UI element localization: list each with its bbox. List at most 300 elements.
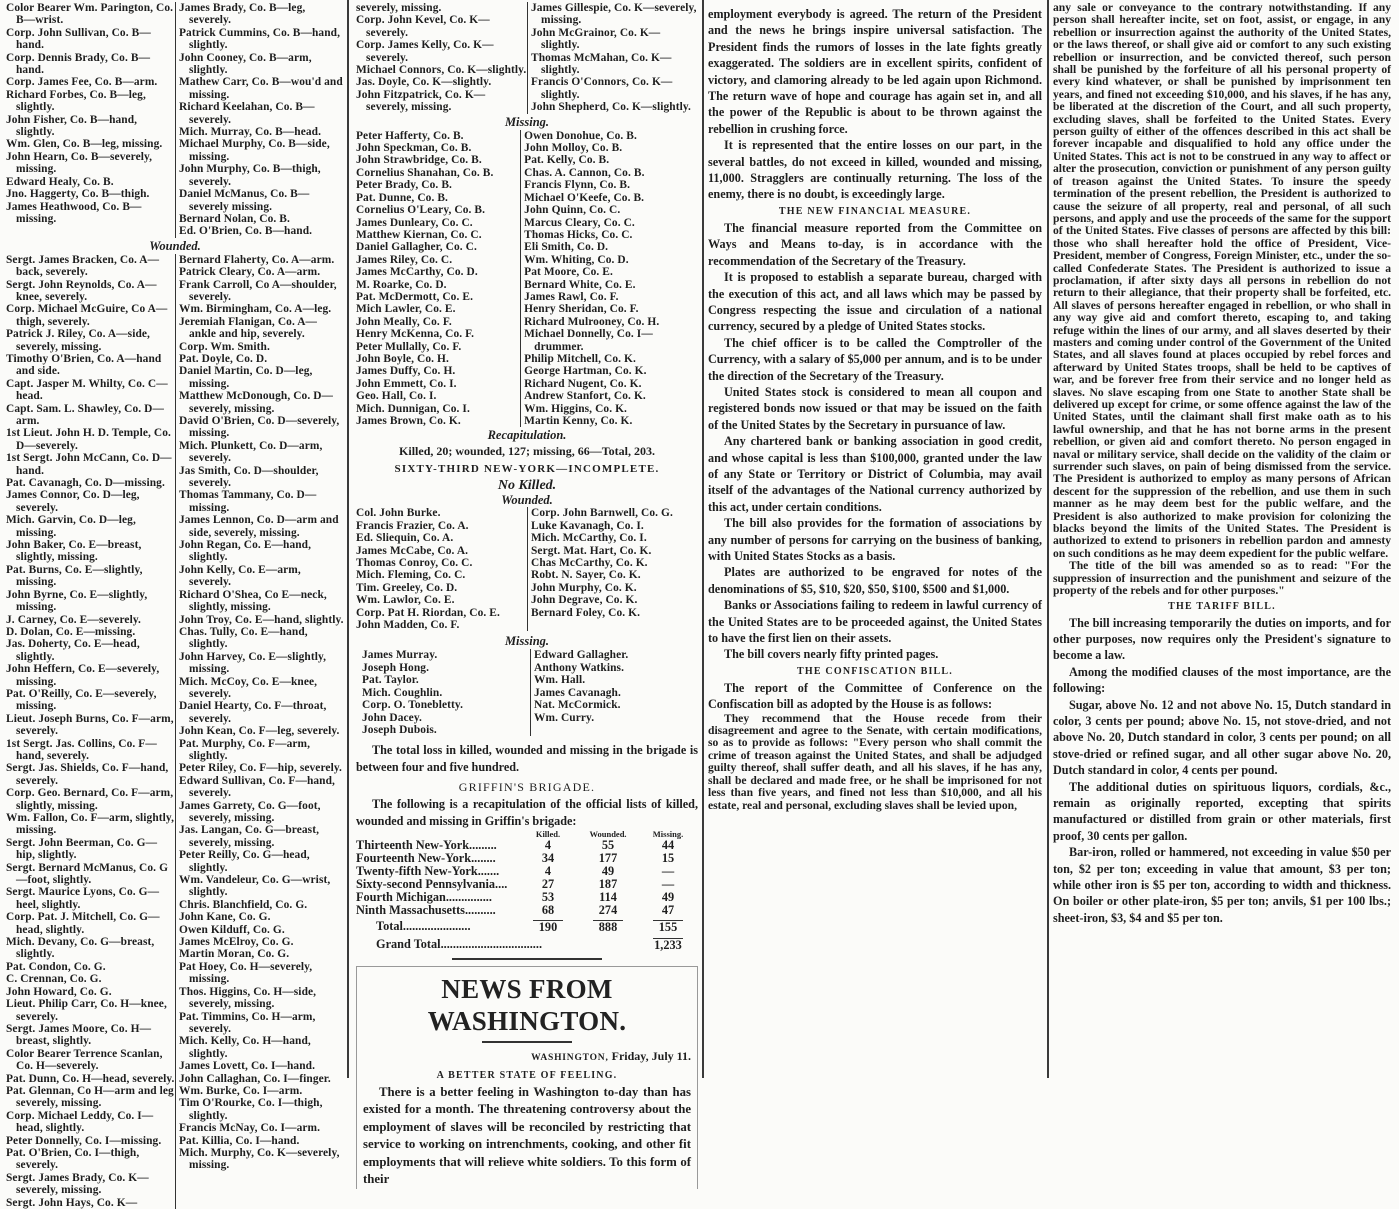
recapitulation-heading: Recapitulation. xyxy=(487,428,567,443)
list-item: John Hearn, Co. B—severely, missing. xyxy=(6,150,153,176)
paragraph: They recommend that the House recede from their disagreement and agree to the Senate, with certain modifications, so as to provide as follows: "Every person who shall commit the crime of treason against the United States, and shall be adjudged guilty thereof, shall suffer death, and all his slaves, if he has any, shall be declared and made free, or he shall be imprisoned for not less than five years, and fined not less than $10,000, and all his estate, real and personal, excluding slaves shall be levied upon, xyxy=(708,711,1042,812)
list-item: Tim O'Rourke, Co. I—thigh, slightly. xyxy=(179,1097,323,1122)
list-item: Pat. Dunn, Co. H—head, severely. xyxy=(6,1072,175,1085)
list-right xyxy=(175,2,344,238)
list-item: James Lovett, Co. I—hand. xyxy=(179,1060,316,1073)
list-item: John Heffern, Co. E—severely, missing. xyxy=(6,663,160,688)
list-item: John Murphy, Co. K. xyxy=(531,581,637,594)
paragraph: employment everybody is agreed. The return of the President and the news he brings inspire universal satisfaction. The President finds the rumors of losses in the late fights greatly exaggerated. The soldiers are in excellent spirits, confident of victory, and clamoring already to be led again upon Richmond. The return wave of hope and courage has again set in, and all the power of the Republic is about to be thrown against the rebellion in crushing force. xyxy=(708,7,1042,136)
list-item: Andrew Stanfort, Co. K. xyxy=(524,390,646,403)
list-item: Peter Donnelly, Co. I—missing. xyxy=(6,1134,162,1147)
list-item: Mich. McCarthy, Co. I. xyxy=(531,532,647,545)
list-item: Matthew Kiernan, Co. C. xyxy=(356,228,482,241)
list-item: John Molloy, Co. B. xyxy=(524,142,623,155)
list-item: James Heathwood, Co. B—missing. xyxy=(6,200,142,225)
list-item: Lieut. Joseph Burns, Co. F—arm, severely. xyxy=(6,712,174,738)
list-item: Geo. Hall, Co. I. xyxy=(356,390,437,403)
wounded-list-continued xyxy=(356,2,698,114)
killed-cell: 68 xyxy=(541,902,555,917)
list-item: Col. John Burke. xyxy=(356,507,441,520)
list-item: Mich. Devany, Co. G—breast, slightly. xyxy=(6,936,155,961)
paragraph: The bill also provides for the formation of associations by any number of persons for carrying on the business of banking, with United States Stocks as a basis. xyxy=(708,516,1042,563)
table-total-row xyxy=(356,917,698,934)
list-item: James Gillespie, Co. K—severely, missing. xyxy=(531,2,697,27)
list-item: Michael O'Keefe, Co. B. xyxy=(524,191,645,204)
s63-wounded-list xyxy=(356,507,698,631)
list-item: Frank Carroll, Co A—shoulder, severely. xyxy=(179,278,337,303)
list-item: Richard Forbes, Co. B—leg, slightly. xyxy=(6,88,146,114)
list-item: Mich. Dunnigan, Co. I. xyxy=(356,402,470,415)
list-item: James Rawl, Co. F. xyxy=(524,290,619,303)
list-item: Michael Donnelly, Co. I—drummer. xyxy=(524,328,653,353)
missing-cell: — xyxy=(661,863,675,878)
list-item: 1st Sergt. John McCann, Co. D—hand. xyxy=(6,452,172,477)
list-item: Anthony Watkins. xyxy=(534,661,625,674)
griffin-brigade-heading: GRIFFIN'S BRIGADE. xyxy=(458,780,596,795)
list-item: Peter Brady, Co. B. xyxy=(356,179,452,192)
list-item: Corp. Geo. Bernard, Co. F—arm, slightly, missing. xyxy=(6,787,174,812)
list-left xyxy=(362,649,530,736)
list-item: John Callaghan, Co. I—finger. xyxy=(179,1072,331,1085)
list-item: Sergt. John Beerman, Co. G—hip, slightly. xyxy=(6,836,158,862)
list-item: James Brown, Co. K. xyxy=(356,415,461,427)
recapitulation-totals: Killed, 20; wounded, 127; missing, 66—Total, 203. xyxy=(399,444,655,459)
wounded-cell: 55 xyxy=(601,837,615,852)
list-item: Tim. Greeley, Co. D. xyxy=(356,581,458,594)
list-item: Jas. Langan, Co. G—breast, severely, missing. xyxy=(179,824,320,849)
list-item: Sergt. Bernard McManus, Co. G—foot, slightly. xyxy=(6,861,169,887)
list-item: John Howard, Co. G. xyxy=(6,985,112,998)
list-left xyxy=(6,254,175,1209)
list-item: Corp. Pat. J. Mitchell, Co. G—head, slightly. xyxy=(6,911,160,936)
list-item: Peter Riley, Co. F—hip, severely. xyxy=(179,762,342,775)
list-item: John Byrne, Co. E—slightly, missing. xyxy=(6,588,148,614)
paragraph: The bill increasing temporarily the duties on imports, and for other purposes, now requires only the President's signature to become a law. xyxy=(1053,615,1391,663)
confiscation-bill-heading: THE CONFISCATION BILL. xyxy=(797,665,953,677)
paragraph: It is represented that the entire losses on our part, in the several battles, do not exceed in killed, wounded and missing, 11,000. Stragglers are continually returning. The loss of the enemy, there is no doubt, is exceedingly large. xyxy=(708,138,1042,202)
list-item: James Riley, Co. C. xyxy=(356,253,453,266)
list-right xyxy=(530,649,698,736)
s63-wounded-heading: Wounded. xyxy=(501,493,553,508)
table-row xyxy=(356,878,698,891)
list-item: Robt. N. Sayer, Co. K. xyxy=(531,569,641,582)
list-item: Mich. Murphy, Co. K—severely, missing. xyxy=(179,1146,340,1172)
list-item: Wm. Curry. xyxy=(534,711,595,724)
list-item: Wm. Fallon, Co. F—arm, slightly, missing. xyxy=(6,812,175,837)
missing-cell: 15 xyxy=(661,850,675,865)
table-row xyxy=(356,839,698,852)
list-item: Francis Flynn, Co. B. xyxy=(524,179,631,192)
list-item: Thomas Hicks, Co. C. xyxy=(524,228,633,241)
column-rule xyxy=(347,0,349,1078)
paragraph: The bill covers nearly fifty printed pages. xyxy=(724,647,939,662)
list-item: John Baker, Co. E—breast, slightly, missing. xyxy=(6,539,142,564)
list-item: James Cavanagh. xyxy=(534,686,621,699)
list-item: Mich. Murray, Co. B—head. xyxy=(179,126,322,139)
list-item: John Regan, Co. E—hand, slightly. xyxy=(179,539,312,564)
unit-cell: Twenty-fifth New-York....... xyxy=(356,863,500,878)
list-item: Martin Moran, Co. G. xyxy=(179,948,290,961)
list-item: Mich. Plunkett, Co. D—arm, severely. xyxy=(179,439,323,465)
table-body xyxy=(356,839,698,917)
s63-missing-list xyxy=(356,649,698,736)
list-item: Nat. McCormick. xyxy=(534,699,621,712)
total-loss-paragraph: The total loss in killed, wounded and missing in the brigade is between four and five hundred. xyxy=(356,743,698,774)
list-item: Mich Lawler, Co. E. xyxy=(356,303,456,316)
list-item: Corp. O. Tonebletty. xyxy=(362,699,464,712)
list-item: Daniel Hearty, Co. F—throat, severely. xyxy=(179,700,327,725)
list-item: Cornelius Shanahan, Co. B. xyxy=(356,166,494,179)
list-item: Jas Smith, Co. D—shoulder, severely. xyxy=(179,464,319,490)
list-item: Capt. Sam. L. Shawley, Co. D—arm. xyxy=(6,402,164,427)
list-item: Francis McNay, Co. I—arm. xyxy=(179,1122,321,1135)
list-item: Sergt. John Reynolds, Co. A—knee, severely. xyxy=(6,278,157,303)
list-item: Jno. Haggerty, Co. B—thigh. xyxy=(6,188,150,201)
killed-cell: 53 xyxy=(541,889,555,904)
grand-total-row xyxy=(356,934,698,952)
unit-cell: Thirteenth New-York......... xyxy=(356,837,497,852)
list-item: John Strawbridge, Co. B. xyxy=(356,154,482,167)
list-item: Pat. Burns, Co. E—slightly, missing. xyxy=(6,563,143,589)
column-rule xyxy=(1047,0,1049,1078)
list-item: Mich. Kelly, Co. H—hand, slightly. xyxy=(179,1035,311,1060)
list-item: Chas McCarthy, Co. K. xyxy=(531,557,648,570)
list-item: Edward Sullivan, Co. F—hand, severely. xyxy=(179,774,335,800)
list-right xyxy=(527,2,698,114)
list-item: Sergt. Mat. Hart, Co. K. xyxy=(531,544,652,557)
paragraph: The report of the Committee of Conference on the Confiscation bill as adopted by the House is as follows: xyxy=(708,680,1042,712)
table-row xyxy=(356,852,698,865)
list-item: James Garrety, Co. G—foot, severely, missing. xyxy=(179,799,321,824)
unit-cell: Fourth Michigan............... xyxy=(356,889,492,904)
killed-list-continued xyxy=(6,2,344,238)
total-label: Total...................... xyxy=(376,919,471,934)
list-left xyxy=(356,507,527,631)
list-item: Pat. O'Reilly, Co. E—severely, missing. xyxy=(6,687,157,713)
list-item: John Speckman, Co. B. xyxy=(356,142,472,155)
table-row xyxy=(356,904,698,917)
grand-total-label: Grand Total................................. xyxy=(376,937,543,952)
list-item: Jas. Doherty, Co. E—head, slightly. xyxy=(6,638,140,663)
paragraph: Plates are authorized to be engraved for notes of the denominations of $5, $10, $20, $50, $100, $500 and $1,000. xyxy=(708,565,1042,596)
list-item: James Dunleary, Co. C. xyxy=(356,216,473,229)
missing-list xyxy=(356,130,698,428)
wounded-cell: 187 xyxy=(598,876,618,891)
news-from-washington-section xyxy=(356,966,698,1189)
list-item: Eli Smith, Co. D. xyxy=(524,241,609,254)
list-item: Cornelius O'Leary, Co. B. xyxy=(356,204,486,217)
list-item: Daniel Martin, Co. D—leg, missing. xyxy=(179,365,313,390)
list-item: Corp. Michael Leddy, Co. I—head, slightly. xyxy=(6,1109,154,1135)
list-item: Matthew McDonough, Co. D—severely, missing. xyxy=(179,390,334,415)
paragraph: Bar-iron, rolled or hammered, not exceeding in value $50 per ton, $2 per ton; exceeding in value that amount, $3 per ton; while other iron is $5 per ton, according to width and thickness. On boiler or other plate-iron, $5 per ton; anvils, $1 per 100 lbs.; sheet-iron, $3, $4 and $5 per ton. xyxy=(1053,845,1391,925)
list-item: James Duffy, Co. H. xyxy=(356,365,456,378)
missing-cell: 49 xyxy=(661,889,675,904)
list-item: severely, missing. xyxy=(356,2,442,14)
list-item: Mich. Garvin, Co. D—leg, missing. xyxy=(6,514,136,539)
list-item: Wm. Hall. xyxy=(534,674,586,687)
list-item: John Boyle, Co. H. xyxy=(356,352,449,365)
paragraph: The additional duties on spirituous liquors, cordials, &c., remain as originally reported, excepting that spirits manufactured or distilled from grain or other materials, first proof, 30 cents per gallon. xyxy=(1053,779,1391,843)
list-item: James McCarthy, Co. D. xyxy=(356,266,478,279)
dateline xyxy=(363,1047,691,1067)
paragraph: It is proposed to establish a separate bureau, charged with the execution of this act, and all laws which may be passed by Congress respecting the issue and circulation of a national currency, secured by a pledge of United States stocks. xyxy=(708,270,1042,334)
list-item: Corp. Dennis Brady, Co. B—hand. xyxy=(6,51,151,77)
list-item: Pat. Taylor. xyxy=(362,674,419,687)
list-item: Sergt. John Hays, Co. K— xyxy=(6,1196,138,1209)
list-item: Michael Murphy, Co. B—side, missing. xyxy=(179,138,330,163)
list-item: Mich. Fleming, Co. C. xyxy=(356,569,466,582)
list-item: Michael Connors, Co. K—slightly. xyxy=(356,64,527,77)
list-item: Pat. McDermott, Co. E. xyxy=(356,290,474,303)
list-item: Corp. John Sullivan, Co. B—hand. xyxy=(6,26,151,52)
list-item: Richard Nugent, Co. K. xyxy=(524,377,642,390)
list-item: Wm. Higgins, Co. K. xyxy=(524,402,627,415)
list-item: Corp. James Fee, Co. B—arm. xyxy=(6,76,158,89)
list-item: C. Crennan, Co. G. xyxy=(6,973,102,986)
list-item: Daniel Gallagher, Co. C. xyxy=(356,241,477,254)
list-item: Ed. Sliequin, Co. A. xyxy=(356,532,454,545)
list-item: Patrick Cleary, Co. A—arm. xyxy=(179,266,321,279)
list-item: Luke Kavanagh, Co. I. xyxy=(531,519,644,532)
list-item: Bernard Flaherty, Co. A—arm. xyxy=(179,253,335,266)
paragraph: Banks or Associations failing to redeem in lawful currency of the United States are to be proceeded against, the United States to have the first lien on their assets. xyxy=(708,598,1042,646)
list-item: Pat. Murphy, Co. F—arm, slightly. xyxy=(179,737,311,762)
list-item: Sergt. James Brady, Co. K—severely, missing. xyxy=(6,1171,149,1197)
list-item: Joseph Hong. xyxy=(362,661,430,674)
list-item: Philip Mitchell, Co. K. xyxy=(524,352,636,365)
list-item: Peter Mullally, Co. F. xyxy=(356,340,462,353)
list-item: John Kelly, Co. E—arm, severely. xyxy=(179,563,301,589)
list-item: Corp. Pat H. Riordan, Co. E. xyxy=(356,606,500,619)
list-item: James Brady, Co. B—leg, severely. xyxy=(179,2,306,27)
total-missing: 155 xyxy=(653,920,683,934)
list-item: Richard O'Shea, Co E—neck, slightly, missing. xyxy=(179,588,327,614)
list-left xyxy=(6,2,175,238)
list-item: Owen Kilduff, Co. G. xyxy=(179,923,285,936)
griffin-intro: The following is a recapitulation of the official lists of killed, wounded and missing in Griffin's brigade: xyxy=(356,797,698,828)
list-item: John McGrainor, Co. K—slightly. xyxy=(531,26,661,52)
list-item: John Dacey. xyxy=(362,711,422,724)
list-item: Martin Kenny, Co. K. xyxy=(524,415,633,427)
wounded-cell: 274 xyxy=(598,902,618,917)
tariff-bill-heading: THE TARIFF BILL. xyxy=(1168,600,1276,612)
list-item: Corp. Michael McGuire, Co A—thigh, severely. xyxy=(6,303,168,328)
financial-measure-heading: THE NEW FINANCIAL MEASURE. xyxy=(778,205,972,217)
dateline-city: WASHINGTON, xyxy=(531,1052,609,1063)
list-item: Mathew Carr, Co. B—wou'd and missing. xyxy=(179,76,343,101)
killed-cell: 34 xyxy=(541,850,555,865)
unit-cell: Sixty-second Pennsylvania.... xyxy=(356,876,508,891)
total-wounded: 888 xyxy=(593,920,623,934)
paragraph: Sugar, above No. 12 and not above No. 15, Dutch standard in color, 3 cents per pound; above No. 15, not stove-dried, and not above No. 20, Dutch standard in color, 3 cents per pound; on all stove-dried or refined sugar, and all other sugar above No. 20, Dutch standard in color, 4 cents per pound. xyxy=(1053,697,1391,778)
list-item: Francis O'Connors, Co. K—slightly. xyxy=(531,76,673,101)
list-item: Thomas Tammany, Co. D—missing. xyxy=(179,489,317,514)
wounded-cell: 114 xyxy=(599,889,617,904)
list-item: Sergt. Maurice Lyons, Co. G—heel, slightly. xyxy=(6,886,160,911)
list-item: Daniel McManus, Co. B—severely missing. xyxy=(179,188,310,213)
list-right xyxy=(520,130,698,428)
list-item: Jeremiah Flanigan, Co. A—ankle and hip, severely. xyxy=(179,315,318,341)
list-item: James Murray. xyxy=(362,649,438,662)
wounded-list xyxy=(6,254,344,1209)
list-item: John Meally, Co. F. xyxy=(356,315,452,328)
list-item: Bernard White, Co. E. xyxy=(524,278,636,291)
list-item: Ed. O'Brien, Co. B—hand. xyxy=(179,225,313,238)
total-killed: 190 xyxy=(533,920,563,934)
section-masthead: NEWS FROM WASHINGTON. xyxy=(427,973,627,1036)
list-item: Corp. John Kevel, Co. K—severely. xyxy=(356,14,490,39)
grand-total-value: 1,233 xyxy=(654,937,682,952)
list-item: James Connor, Co. D—leg, severely. xyxy=(6,489,140,514)
list-item: John Murphy, Co. B—thigh, severely. xyxy=(179,163,321,188)
paragraph: any sale or conveyance to the contrary notwithstanding. If any person shall hereafter incite, set on foot, assist, or engage, in any rebellion or insurrection against the authority of the United States, or the laws thereof, or shall give aid or comfort to any such existing rebellion or insurrection, and be convicted thereof, such person shall be punished by the forfeiture of all his personal property of every kind whatever, or shall be punished by imprisonment ten years, and fined not exceeding $10,000, and his slaves, if he has any, be liberated at the discretion of the Court, and all such property, excluding slaves, shall be forfeited to the United States. Every person guilty of either of the offences described in this act shall be forever incapable and disqualified to hold any office under the United States. This act is not to be construed in any way to affect or alter the prosecution, conviction or punishment of any person guilty of treason against the United States. To insure the speedy termination of the present rebellion, the President is authorized to cause the seizure of all property, real and personal, of all such persons, and apply and use the proceeds of the same for the support of the United States. Five classes of persons are affected by this bill: those who shall hereafter hold the office of President, Vice-President, member of Congress, Foreign Minister, etc., under the so-called Confederate States. The President is authorized to issue a proclamation, if after sixty days all persons in rebellion do not return to their allegiance, that their property shall be forfeited, etc. All slaves of persons hereafter engaged in rebellion, or who shall in any way give aid and comfort thereto, escaping to, and taking refuge within the lines of our army, and all slaves deserted by their masters and coming under control of the Government of the United States, and all slaves found at places occupied by rebel forces and afterward by United States troops, shall be held to be captives of war, and be forever free from their service and no longer held as slaves. No slave escaping from one State to another State shall be delivered up except for crime, or some offence against the law of the United States, until the claimant shall first make oath as to his lawful ownership, and that he has not borne arms in the present rebellion, or given aid and comfort thereto. No person engaged in naval or military service, shall decide on the validity of the claim or surrender such slaves, on pain of being dismissed from the service. The President is authorized to employ as many persons of African descent for the suppression of the rebellion, and use them in such manner as he may deem best for the public welfare, and the President is also authorized to make provision for colonizing the blacks beyond the limits of the United States. The President is authorized to extend to prisoners in rebellion pardon and amnesty on such conditions as he may deem expedient for the public welfare. xyxy=(1053,1,1391,560)
list-item: Wm. Burke, Co. I—arm. xyxy=(179,1084,303,1097)
killed-cell: 4 xyxy=(544,837,552,852)
list-item: Richard Keelahan, Co. B—severely. xyxy=(179,101,315,126)
s63-missing-heading: Missing. xyxy=(504,634,550,649)
list-item: John Degrave, Co. K. xyxy=(531,594,638,607)
list-item: Pat. Condon, Co. G. xyxy=(6,960,106,973)
no-killed-heading: No Killed. xyxy=(497,478,557,494)
list-item: D. Dolan, Co. E—missing. xyxy=(6,625,136,638)
table-row xyxy=(356,891,698,904)
list-item: J. Carney, Co. E—severely. xyxy=(6,613,141,626)
unit-cell: Ninth Massachusetts.......... xyxy=(356,902,496,917)
col-header-killed: Killed. xyxy=(535,828,561,839)
list-item: Chas. Tully, Co. E—hand, slightly. xyxy=(179,625,308,651)
paragraph: The chief officer is to be called the Comptroller of the Currency, with a salary of $5,000 per annum, and is to be under the direction of the Secretary of the Treasury. xyxy=(708,335,1042,383)
list-item: Pat Hoey, Co. H—severely, missing. xyxy=(179,960,313,986)
col-header-missing: Missing. xyxy=(652,828,684,839)
list-item: Color Bearer Terrence Scanlan, Co. H—severely. xyxy=(6,1047,163,1073)
divider-rule xyxy=(452,958,602,960)
list-item: Thomas McMahan, Co. K—slightly. xyxy=(531,51,672,77)
list-item: M. Roarke, Co. D. xyxy=(356,278,447,291)
list-item: James Lennon, Co. D—arm and side, severely, missing. xyxy=(179,514,339,539)
column-confiscation-tariff xyxy=(1053,2,1391,1082)
list-item: 1st Sergt. Jas. Collins, Co. F—hand, severely. xyxy=(6,737,157,762)
list-item: John Troy, Co. E—hand, slightly. xyxy=(179,613,344,626)
list-item: Pat. Timmins, Co. H—arm, severely. xyxy=(179,1010,316,1035)
list-item: John Kean, Co. F—leg, severely. xyxy=(179,725,340,738)
list-item: Wm. Glen, Co. B—leg, missing. xyxy=(6,138,163,151)
paragraph: Among the modified clauses of the most importance, are the following: xyxy=(1053,664,1391,696)
list-item: Pat. O'Brien, Co. I—thigh, severely. xyxy=(6,1146,140,1172)
list-item: James McCabe, Co. A. xyxy=(356,544,469,557)
list-item: Wm. Whiting, Co. D. xyxy=(524,253,629,266)
list-item: Francis Frazier, Co. A. xyxy=(356,519,469,532)
list-item: Bernard Nolan, Co. B. xyxy=(179,212,290,225)
list-item: Edward Healy, Co. B. xyxy=(6,175,114,188)
list-item: John Fitzpatrick, Co. K—severely, missing. xyxy=(356,88,486,114)
list-item: Henry McKenna, Co. F. xyxy=(356,328,475,341)
paragraph: United States stock is considered to mean all coupon and registered bonds now issued or that may be issued on the faith of the United States by the Secretary in pursuance of law. xyxy=(708,384,1042,432)
list-item: John Kane, Co. G. xyxy=(179,911,271,924)
list-item: Lieut. Philip Carr, Co. H—knee, severely. xyxy=(6,998,167,1023)
list-item: Henry Sheridan, Co. F. xyxy=(524,303,639,316)
list-item: Owen Donohue, Co. B. xyxy=(524,129,637,142)
list-item: Sergt. James Moore, Co. H—breast, slightly. xyxy=(6,1022,152,1048)
list-item: Sergt. James Bracken, Co. A—back, severely. xyxy=(6,253,160,279)
list-item: Pat. Killia, Co. I—hand. xyxy=(179,1134,300,1147)
list-item: Pat. Glennan, Co H—arm and leg severely, missing. xyxy=(6,1084,174,1110)
list-item: Pat. Doyle, Co. D. xyxy=(179,352,268,365)
list-item: Thomas Conroy, Co. C. xyxy=(356,557,473,570)
list-item: Chas. A. Cannon, Co. B. xyxy=(524,166,645,179)
col-header-wounded: Wounded. xyxy=(589,828,627,839)
list-item: Corp. John Barnwell, Co. G. xyxy=(531,507,673,520)
wounded-cell: 177 xyxy=(598,850,618,865)
list-item: John Quinn, Co. C. xyxy=(524,204,621,217)
list-item: Peter Hafferty, Co. B. xyxy=(356,129,464,142)
wounded-heading: Wounded. xyxy=(149,238,201,253)
list-item: Color Bearer Wm. Parington, Co. B—wrist. xyxy=(6,2,174,27)
lead-paragraph: There is a better feeling in Washington to-day than has existed for a month. The threatening controversy about the employment of slaves will be reconciled by restricting that service to working on intrenchments, cooking, and other fit employments that will relieve white soldiers. To this form of their xyxy=(363,1084,691,1187)
list-item: Patrick J. Riley, Co. A—side, severely, missing. xyxy=(6,328,151,353)
list-item: John Emmett, Co. I. xyxy=(356,377,457,390)
paragraph: The financial measure reported from the Committee on Ways and Means to-day, is in accordance with the recommendation of the Secretary of the Treasury. xyxy=(708,220,1042,268)
missing-cell: 47 xyxy=(661,902,675,917)
list-item: John Harvey, Co. E—slightly, missing. xyxy=(179,650,327,676)
list-item: Corp. Wm. Smith. xyxy=(179,340,270,353)
list-right xyxy=(175,254,344,1209)
list-item: John Cooney, Co. B—arm, slightly. xyxy=(179,51,312,77)
missing-cell: 44 xyxy=(661,837,675,852)
list-item: David O'Brien, Co. D—severely, missing. xyxy=(179,415,340,440)
column-casualty-list-2 xyxy=(356,2,698,1187)
missing-heading: Missing. xyxy=(504,114,550,129)
list-item: Edward Gallagher. xyxy=(534,649,629,662)
list-item: John Fisher, Co. B—hand, slightly. xyxy=(6,113,138,139)
article-subhead: A BETTER STATE OF FEELING. xyxy=(436,1069,618,1081)
list-item: Pat Moore, Co. E. xyxy=(524,266,613,279)
list-item: Chris. Blanchfield, Co. G. xyxy=(179,898,308,911)
list-left xyxy=(356,2,527,114)
list-item: Sergt. Jas. Shields, Co. F—hand, severely. xyxy=(6,762,169,787)
killed-cell: 27 xyxy=(541,876,555,891)
column-washington-news xyxy=(708,6,1042,1086)
list-item: Pat. Kelly, Co. B. xyxy=(524,154,610,167)
column-casualty-list-1 xyxy=(6,2,344,1209)
list-item: 1st Lieut. John H. D. Temple, Co. D—severely. xyxy=(6,427,172,452)
list-item: Wm. Lawlor, Co. E. xyxy=(356,594,455,607)
list-item: Timothy O'Brien, Co. A—hand and side. xyxy=(6,352,162,378)
missing-cell: — xyxy=(661,876,675,891)
griffin-brigade-table xyxy=(356,829,698,952)
list-item: Peter Reilly, Co. G—head, slightly. xyxy=(179,849,310,874)
list-item: Pat. Cavanagh, Co. D—missing. xyxy=(6,477,165,490)
list-item: Pat. Dunne, Co. B. xyxy=(356,191,448,204)
list-item: Patrick Cummins, Co. B—hand, slightly. xyxy=(179,26,341,52)
list-item: Corp. James Kelly, Co. K—severely. xyxy=(356,39,494,64)
killed-cell: 4 xyxy=(544,863,552,878)
column-rule xyxy=(702,0,704,1078)
sixty-third-heading: SIXTY-THIRD NEW-YORK—INCOMPLETE. xyxy=(394,463,660,476)
list-item: James McElroy, Co. G. xyxy=(179,936,294,949)
paragraph: The title of the bill was amended so as to read: "For the suppression of insurrection and the punishment and seizure of the property of the rebels and for other purposes." xyxy=(1053,559,1391,598)
list-item: Wm. Vandeleur, Co. G—wrist, slightly. xyxy=(179,874,331,899)
list-item: Joseph Dubois. xyxy=(362,723,437,736)
list-left xyxy=(356,130,520,428)
list-item: John Shepherd, Co. K—slightly. xyxy=(531,101,691,114)
list-item: George Hartman, Co. K. xyxy=(524,365,647,378)
paragraph: Any chartered bank or banking association in good credit, and whose capital is less than $100,000, granted under the law of any State or Territory or District of Columbia, may avail itself of the advantages of the National currency authorized by this act, under certain conditions. xyxy=(708,434,1042,514)
unit-cell: Fourteenth New-York........ xyxy=(356,850,496,865)
ornament-divider xyxy=(482,1041,572,1043)
wounded-cell: 49 xyxy=(601,863,615,878)
list-item: Wm. Birmingham, Co. A—leg. xyxy=(179,303,332,316)
